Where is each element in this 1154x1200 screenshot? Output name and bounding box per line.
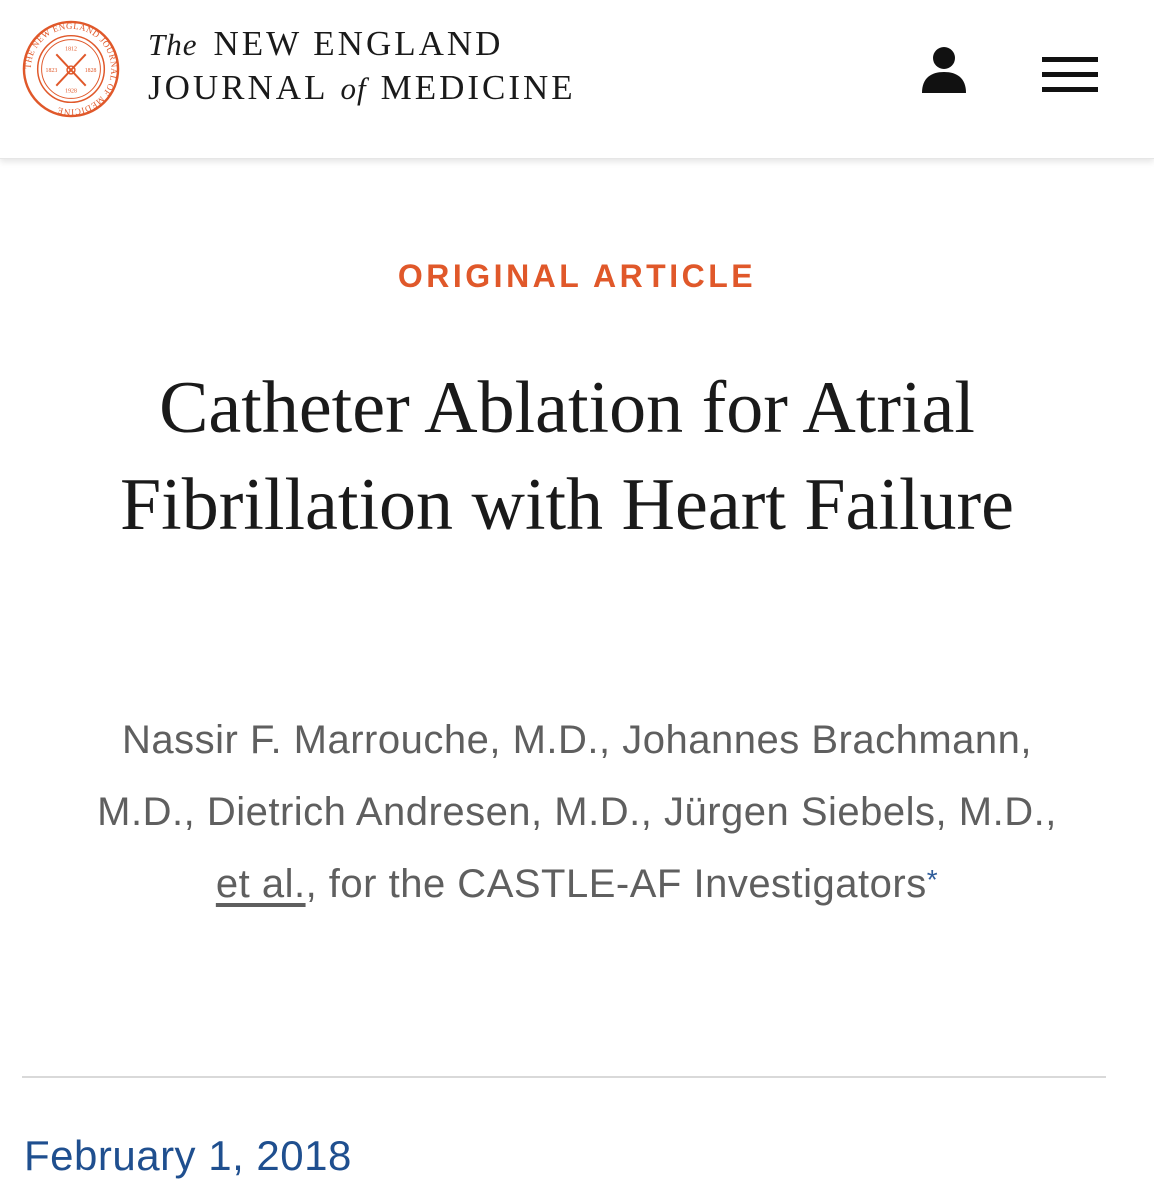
hamburger-menu-icon[interactable] [1042, 57, 1098, 93]
seal-year-top: 1812 [65, 46, 77, 53]
seal-year-bottom: 1928 [65, 88, 77, 95]
nejm-seal-logo[interactable] [22, 20, 120, 118]
seal-ring-text: THE NEW ENGLAND JOURNAL OF MEDICINE [22, 20, 120, 118]
seal-year-left: 1823 [45, 67, 58, 74]
footnote-marker[interactable]: * [926, 864, 939, 895]
wordmark-new-england: NEW ENGLAND [213, 24, 504, 63]
wordmark-medicine: MEDICINE [380, 68, 576, 107]
author-list [80, 704, 1074, 920]
wordmark-the: The [148, 27, 198, 62]
wordmark-line-2 [148, 70, 576, 105]
article-type-label: ORIGINAL ARTICLE [397, 258, 757, 294]
wordmark-of: of [340, 71, 367, 106]
site-header [0, 0, 1154, 159]
author-names: Nassir F. Marrouche, M.D., Johannes Brachmann, M.D., Dietrich Andresen, M.D., Jürgen Siebels, M.D., [97, 718, 1057, 834]
wordmark-line-1 [148, 26, 576, 70]
menu-bar [1042, 87, 1098, 92]
divider [22, 1076, 1106, 1078]
wordmark-journal: JOURNAL [148, 68, 329, 107]
investigator-group: , for the CASTLE-AF Investigators [305, 862, 927, 906]
seal-year-right: 1828 [84, 67, 97, 74]
publication-date[interactable]: February 1, 2018 [24, 1132, 352, 1179]
journal-wordmark[interactable] [148, 26, 576, 105]
menu-bar [1042, 72, 1098, 77]
user-icon[interactable] [921, 46, 967, 94]
article-title: Catheter Ablation for Atrial Fibrillation with Heart Failure [120, 367, 1014, 546]
menu-bar [1042, 57, 1098, 62]
et-al-link[interactable]: et al. [215, 862, 306, 906]
